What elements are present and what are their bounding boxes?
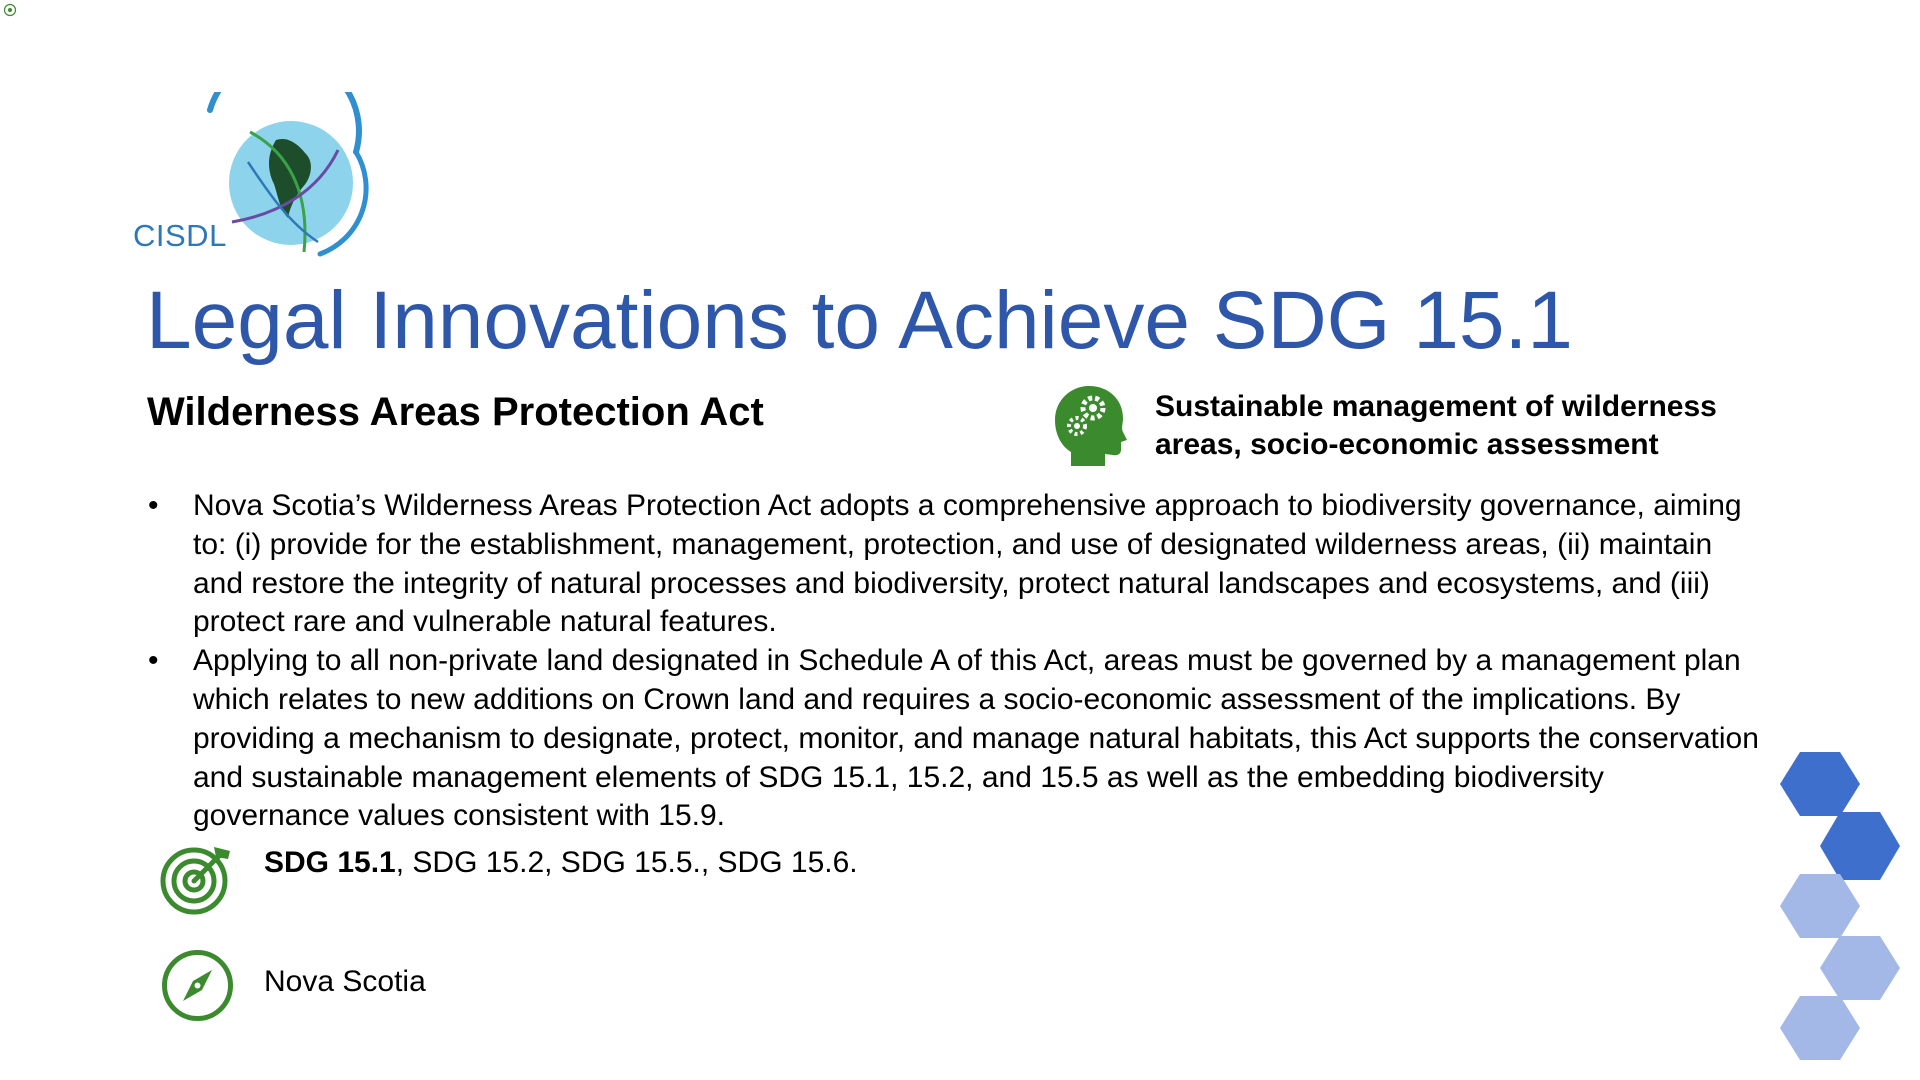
corner-target-icon [3,3,17,17]
compass-icon [160,948,235,1023]
bullet-item [148,487,1768,642]
bullet-item [148,642,1768,836]
hexagon-shape [1820,936,1900,1000]
logo-text: CISDL [133,218,227,253]
bullet-text: Applying to all non-private land designated in Schedule A of this Act, areas must be governed by a management plan which relates to new additions on Crown land and requires a socio-economic assessment of the implications. By providing a mechanism to designate, protect, monitor, and manage natural habitats, this Act supports the conservation and sustainable management elements of SDG 15.1, 15.2, and 15.5 as well as the embedding biodiversity governance values consistent with 15.9. [193,644,1759,833]
hexagon-shape [1780,752,1860,816]
bullet-symbol: • [148,489,159,522]
sdg-primary: SDG 15.1 [264,846,396,879]
region-label: Nova Scotia [264,965,426,998]
hexagon-decoration [1780,752,1920,1080]
hexagon-shape [1820,812,1900,880]
hexagon-shape [1780,996,1860,1060]
sdg-targets [264,846,858,880]
sdg-rest: , SDG 15.2, SDG 15.5., SDG 15.6. [395,846,858,879]
head-gears-icon [1055,384,1127,466]
theme-text: Sustainable management of wilderness areas, socio-economic assessment [1155,390,1717,461]
hexagon-shape [1780,874,1860,938]
bullet-symbol: • [148,644,159,678]
bullet-list [148,487,1768,836]
target-icon [160,843,232,915]
bullet-text: Nova Scotia’s Wilderness Areas Protection Act adopts a comprehensive approach to biodiversity governance, aiming to: (i) provide for the establishment, management, protection, and use of designated wilderness areas, (ii) maintain and restore the integrity of natural processes and biodiversity, protect natural landscapes and ecosystems, and (iii) protect rare and vulnerable natural features. [193,489,1742,639]
slide-title: Legal Innovations to Achieve SDG 15.1 [146,275,1573,366]
slide-subtitle: Wilderness Areas Protection Act [147,390,764,434]
